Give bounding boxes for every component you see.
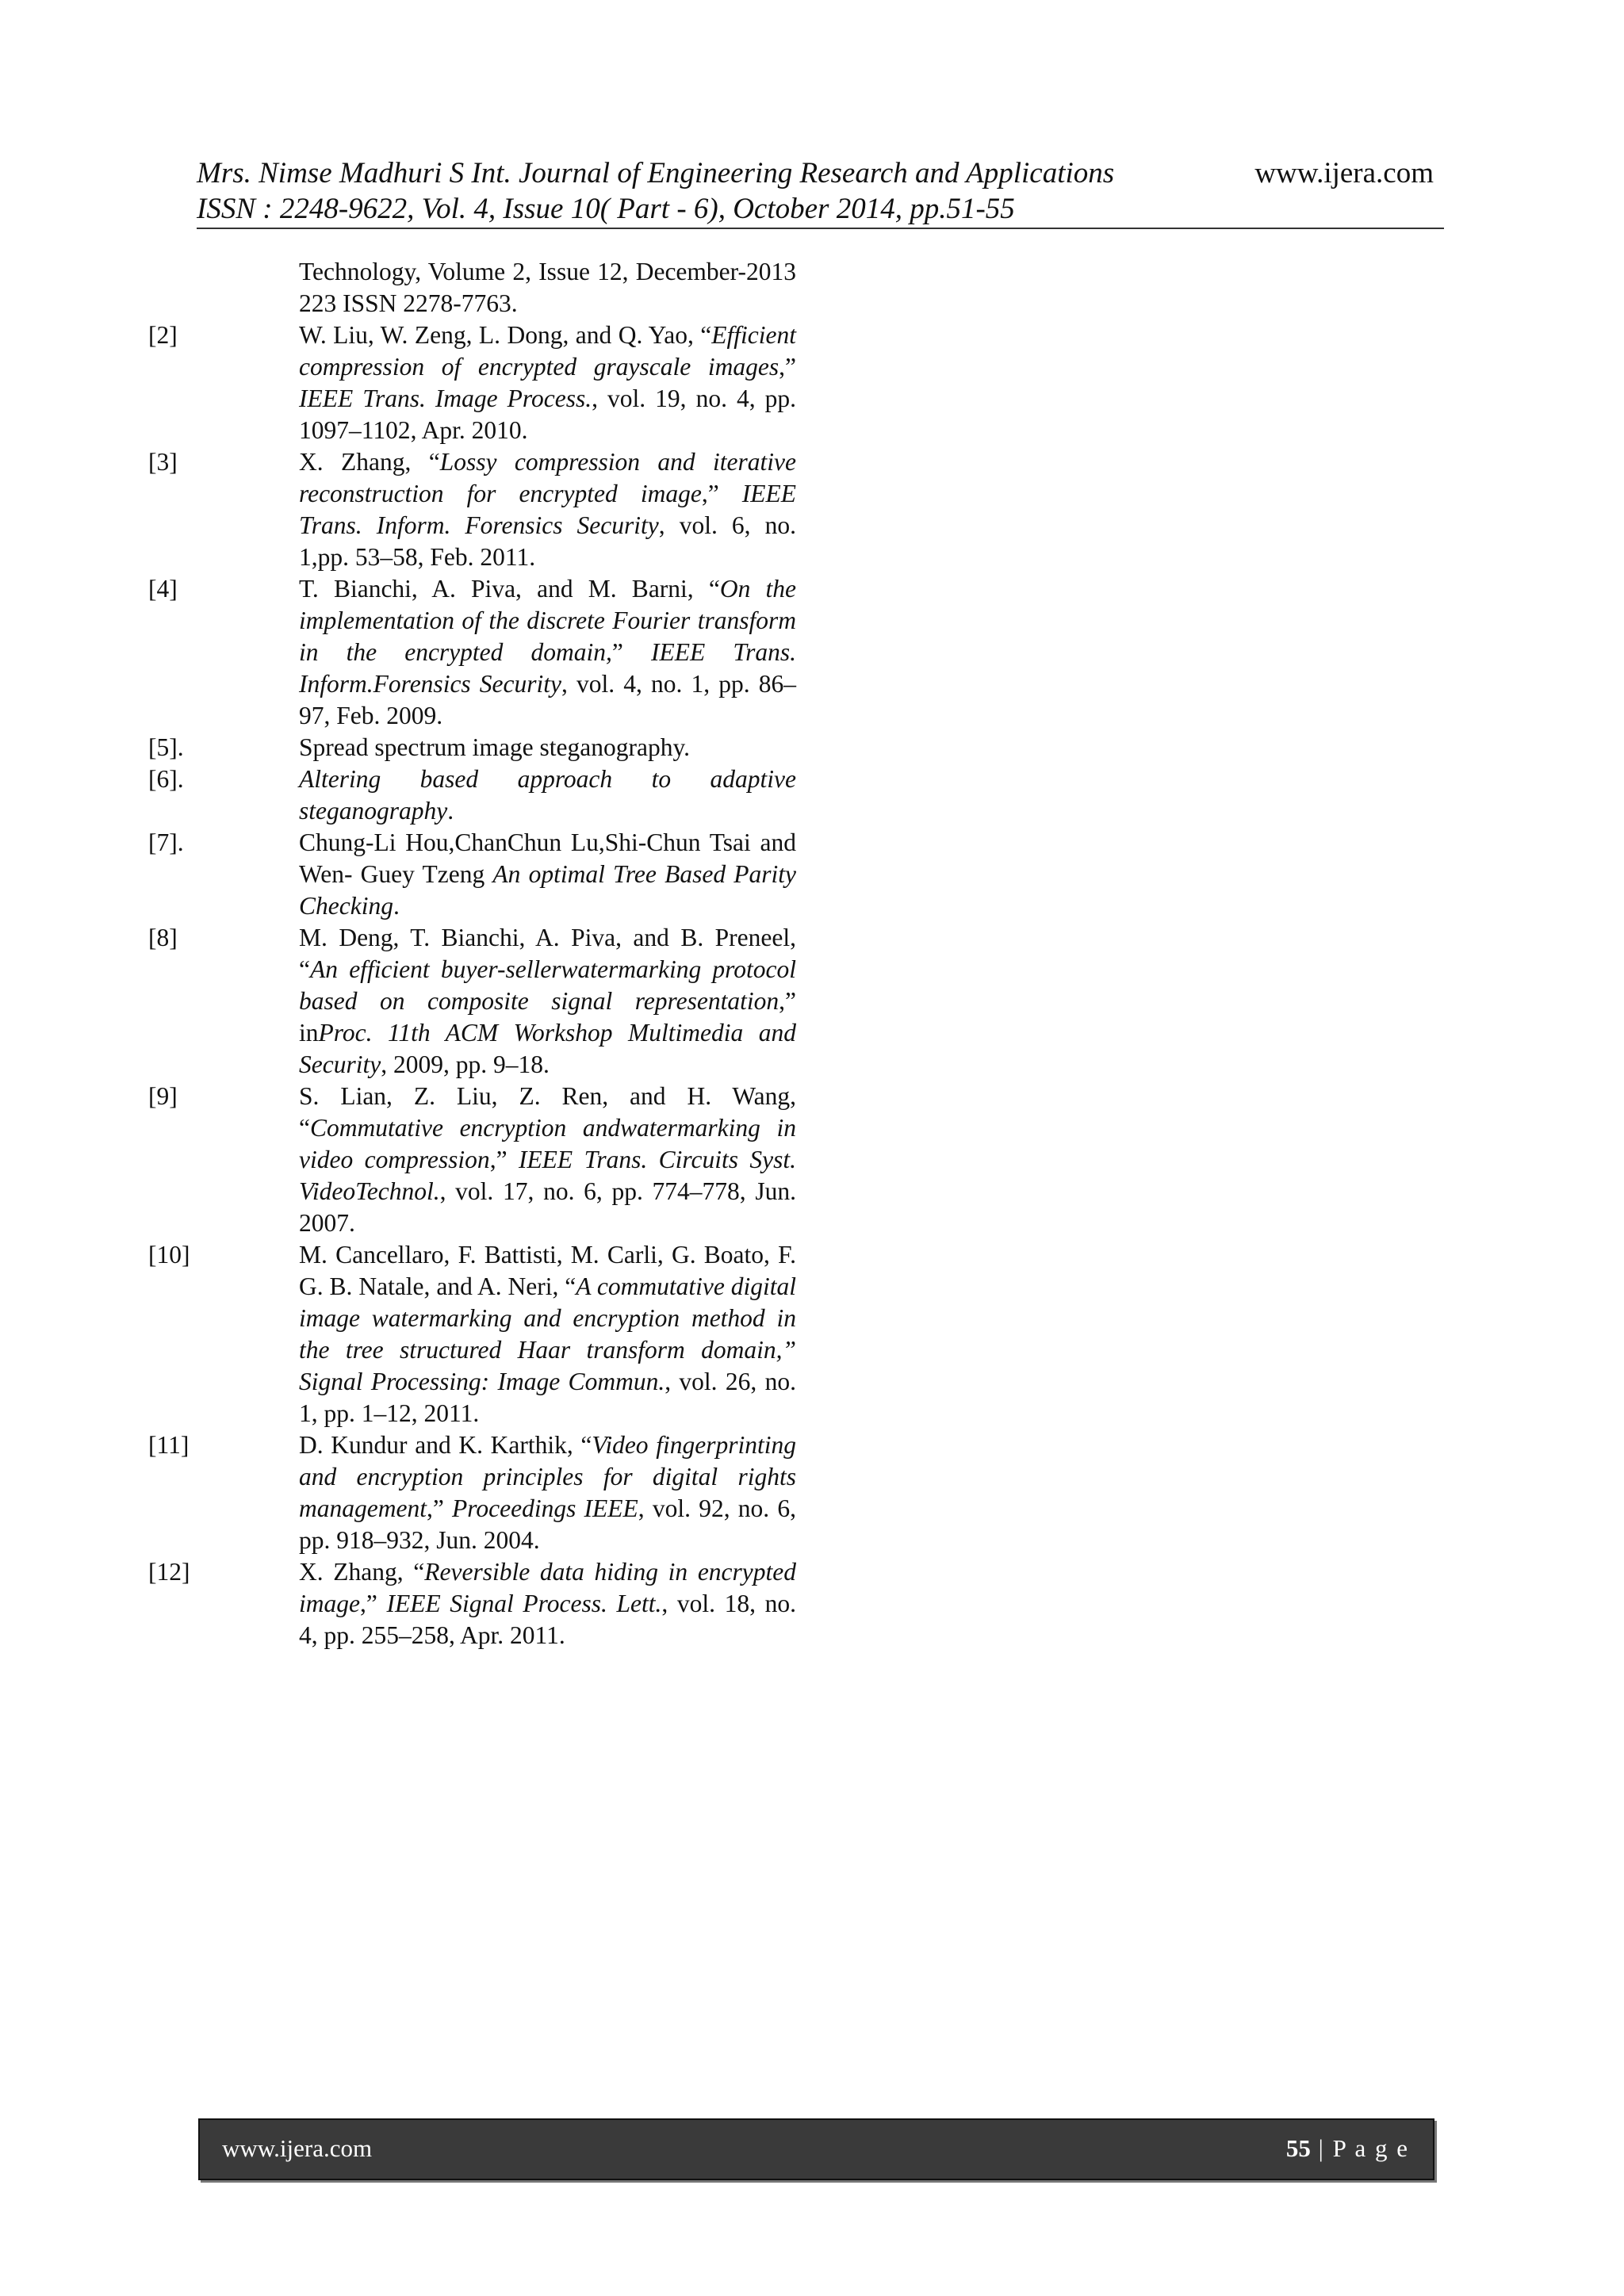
reference-item: [11] D. Kundur and K. Karthik, “Video fingerprinting and encryption principles for digital rights management,” Proceedings IEEE, vol. 92, no. 6, pp. 918–932, Jun. 2004. (148, 1431, 796, 1554)
header-authors-journal: Mrs. Nimse Madhuri S Int. Journal of Engineering Research and Applications (197, 157, 1115, 189)
reference-details: , vol. 26, no. 1, pp. 1–12, 2011. (299, 1368, 796, 1427)
reference-venue: Proc. 11th ACM Workshop Multimedia and Security (299, 1019, 796, 1078)
reference-title: A commutative digital image watermarking and encryption method in the tree structured Haar transform domain,” Signal Processing: Image Commun. (299, 1272, 796, 1395)
reference-item: [6]. Altering based approach to adaptive steganography. (148, 765, 796, 825)
reference-details: , vol. 6, no. 1,pp. 53–58, Feb. 2011. (299, 511, 796, 571)
header-issn-volume: ISSN : 2248-9622, Vol. 4, Issue 10( Part - 6), October 2014, pp.51-55 (197, 193, 1015, 225)
reference-details: , vol. 4, no. 1, pp. 86–97, Feb. 2009. (299, 670, 796, 729)
reference-venue: IEEE Trans. Inform. Forensics Security (299, 480, 796, 539)
reference-item: [2] W. Liu, W. Zeng, L. Dong, and Q. Yao, “Efficient compression of encrypted grayscale images,” IEEE Trans. Image Process., vol. 19, no. 4, pp. 1097–1102, Apr. 2010. (148, 321, 796, 444)
reference-continued-text: Technology, Volume 2, Issue 12, December-2013 223 ISSN 2278-7763. (299, 258, 796, 317)
reference-authors: X. Zhang, “ (299, 448, 440, 476)
reference-details: , 2009, pp. 9–18. (381, 1050, 550, 1078)
reference-details: . (447, 797, 454, 825)
footer-website[interactable]: www.ijera.com (222, 2134, 373, 2162)
reference-title: Commutative encryption andwatermarking in video compression (299, 1114, 796, 1173)
reference-item: [12] X. Zhang, “Reversible data hiding in encrypted image,” IEEE Signal Process. Lett., vol. 18, no. 4, pp. 255–258, Apr. 2011. (148, 1558, 796, 1649)
header-divider (197, 228, 1444, 229)
reference-venue: IEEE Signal Process. Lett. (386, 1590, 662, 1617)
reference-details: , vol. 18, no. 4, pp. 255–258, Apr. 2011. (299, 1590, 796, 1649)
reference-separator: ,” (359, 1590, 387, 1617)
reference-item: [8] M. Deng, T. Bianchi, A. Piva, and B. Preneel, “An efficient buyer-sellerwatermarking protocol based on composite signal representation,” inProc. 11th ACM Workshop Multimedia and Security, 2009, pp. 9–18. (148, 924, 796, 1078)
reference-authors: Chung-Li Hou,ChanChun Lu,Shi-Chun Tsai and Wen- Guey Tzeng (299, 828, 796, 888)
reference-venue: IEEE Trans. Image Process. (299, 385, 592, 412)
reference-separator: ,” (426, 1494, 453, 1522)
reference-venue: IEEE Trans. Circuits Syst. VideoTechnol. (299, 1146, 796, 1205)
reference-details: . (393, 892, 400, 920)
reference-continued (224, 256, 796, 320)
reference-details: , vol. 19, no. 4, pp. 1097–1102, Apr. 2010. (299, 385, 796, 444)
reference-title: On the implementation of the discrete Fourier transform in the encrypted domain, (299, 575, 796, 666)
reference-item: [4] T. Bianchi, A. Piva, and M. Barni, “On the implementation of the discrete Fourier transform in the encrypted domain,” IEEE Trans. Inform.Forensics Security, vol. 4, no. 1, pp. 86–97, Feb. 2009. (148, 575, 797, 729)
reference-items (148, 320, 797, 1651)
reference-separator: ,” in (299, 987, 796, 1047)
reference-list (148, 256, 797, 1651)
reference-title: Video fingerprinting and encryption principles for digital rights management (299, 1431, 796, 1522)
reference-authors: Spread spectrum image steganography. (299, 733, 691, 761)
reference-title: Altering based approach to adaptive steganography (299, 765, 796, 825)
running-header (197, 155, 1114, 227)
reference-authors: W. Liu, W. Zeng, L. Dong, and Q. Yao, “ (299, 321, 712, 349)
reference-title: An efficient buyer-sellerwatermarking protocol based on composite signal representation (299, 955, 796, 1015)
reference-authors: X. Zhang, “ (299, 1558, 425, 1586)
reference-separator: ,” (489, 1146, 519, 1173)
footer-bar (198, 2118, 1434, 2180)
reference-title: Reversible data hiding in encrypted image (299, 1558, 796, 1617)
reference-authors: D. Kundur and K. Karthik, “ (299, 1431, 592, 1459)
reference-venue: IEEE Trans. Inform.Forensics Security (299, 638, 797, 698)
reference-venue: Proceedings IEEE (452, 1494, 638, 1522)
page-label: | P a g e (1310, 2134, 1409, 2162)
reference-item: [7]. Chung-Li Hou,ChanChun Lu,Shi-Chun Tsai and Wen- Guey Tzeng An optimal Tree Based Parity Checking. (148, 828, 797, 920)
reference-separator: ,” (701, 480, 742, 507)
header-website[interactable]: www.ijera.com (1254, 157, 1434, 189)
page-indicator (1286, 2133, 1409, 2164)
reference-item: [9] S. Lian, Z. Liu, Z. Ren, and H. Wang, “Commutative encryption andwatermarking in video compression,” IEEE Trans. Circuits Syst. VideoTechnol., vol. 17, no. 6, pp. 774–778, Jun. 2007. (148, 1082, 796, 1237)
reference-title: Efficient compression of encrypted grayscale images (299, 321, 796, 381)
reference-item: [3] X. Zhang, “Lossy compression and iterative reconstruction for encrypted image,” IEEE Trans. Inform. Forensics Security, vol. 6, no. 1,pp. 53–58, Feb. 2011. (148, 448, 797, 571)
reference-title: Lossy compression and iterative reconstruction for encrypted image (299, 448, 797, 507)
reference-details: , vol. 92, no. 6, pp. 918–932, Jun. 2004. (299, 1494, 796, 1554)
reference-item: [5]. Spread spectrum image steganography. (148, 733, 691, 761)
reference-details: , vol. 17, no. 6, pp. 774–778, Jun. 2007. (299, 1177, 796, 1237)
reference-authors: M. Cancellaro, F. Battisti, M. Carli, G. Boato, F. G. B. Natale, and A. Neri, “ (299, 1241, 796, 1300)
reference-item: [10] M. Cancellaro, F. Battisti, M. Carli, G. Boato, F. G. B. Natale, and A. Neri, “A commutative digital image watermarking and encryption method in the tree structured Haar transform domain,” Signal Processing: Image Commun., vol. 26, no. 1, pp. 1–12, 2011. (148, 1241, 796, 1427)
page-number: 55 (1285, 2134, 1311, 2162)
reference-separator: ” (611, 638, 652, 666)
reference-separator: ,” (779, 353, 796, 381)
reference-authors: M. Deng, T. Bianchi, A. Piva, and B. Preneel, “ (299, 924, 796, 983)
reference-title: An optimal Tree Based Parity Checking (299, 860, 797, 920)
reference-authors: T. Bianchi, A. Piva, and M. Barni, “ (299, 575, 720, 603)
reference-authors: S. Lian, Z. Liu, Z. Ren, and H. Wang, “ (299, 1082, 796, 1142)
